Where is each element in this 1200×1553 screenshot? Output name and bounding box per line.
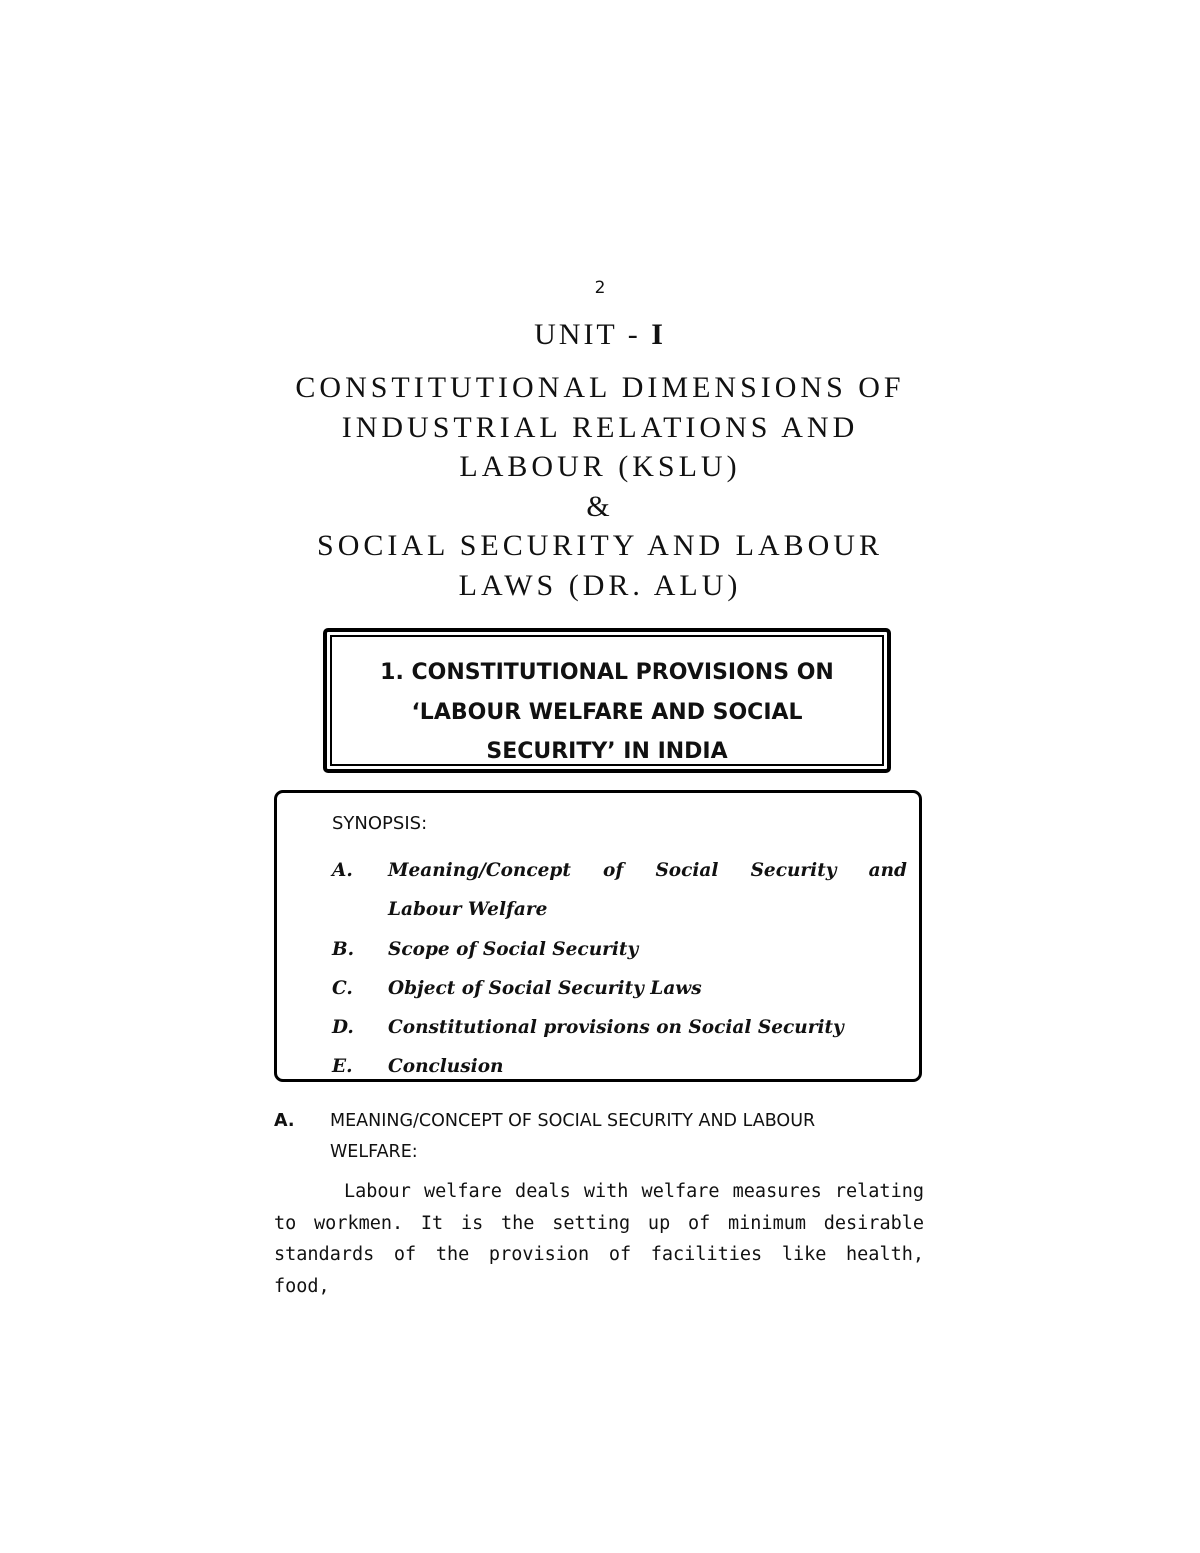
subject-title-line: LAWS (DR. ALU) (458, 568, 742, 602)
synopsis-item-text: Constitutional provisions on Social Security (388, 1017, 844, 1039)
synopsis-item (332, 969, 907, 1008)
chapter-title (330, 635, 884, 766)
section-heading (274, 1106, 924, 1168)
synopsis-item-letter: A. (332, 860, 353, 881)
synopsis-item-letter: B. (332, 938, 355, 960)
subject-title-line: LABOUR (KSLU) (459, 450, 741, 483)
synopsis-box (274, 790, 922, 1082)
chapter-title-line: 1. CONSTITUTIONAL PROVISIONS ON (380, 660, 834, 685)
section-letter: A. (274, 1111, 295, 1131)
synopsis-item-line: Meaning/Concept of Social Security and (388, 860, 907, 881)
synopsis-item-text: Object of Social Security Laws (388, 977, 702, 999)
synopsis-item-letter: D. (332, 1017, 354, 1039)
unit-roman-numeral: I (651, 318, 666, 351)
synopsis-item (332, 1047, 907, 1086)
section-title (330, 1106, 815, 1168)
body-paragraph: Labour welfare deals with welfare measures relating to workmen. It is the setting up of minimum desirable standards of the provision of facilities like health, food, (274, 1181, 924, 1297)
unit-title (0, 318, 1200, 352)
synopsis-item-line: Labour Welfare (388, 899, 548, 921)
chapter-title-box (323, 628, 891, 773)
section-title-line: MEANING/CONCEPT OF SOCIAL SECURITY AND LABOUR (330, 1111, 816, 1131)
page-number: 2 (594, 278, 606, 298)
subject-title-line: CONSTITUTIONAL DIMENSIONS OF (295, 371, 905, 404)
unit-label: UNIT - (534, 318, 652, 351)
subject-title-ampersand: & (586, 489, 614, 523)
section-title-line: WELFARE: (330, 1142, 418, 1162)
chapter-title-line: SECURITY’ IN INDIA (486, 739, 728, 764)
synopsis-item (332, 930, 907, 969)
subject-title-line: INDUSTRIAL RELATIONS AND (341, 410, 859, 444)
synopsis-item-text: Conclusion (388, 1056, 504, 1078)
synopsis-heading: SYNOPSIS: (332, 813, 428, 834)
synopsis-item-text (388, 851, 907, 930)
subject-title (200, 368, 1000, 605)
synopsis-item (332, 1008, 907, 1047)
subject-title-line: SOCIAL SECURITY AND LABOUR (317, 529, 883, 562)
synopsis-item-text: Scope of Social Security (388, 938, 639, 960)
synopsis-item (332, 851, 907, 930)
synopsis-item-letter: E. (332, 1056, 353, 1078)
synopsis-list (332, 851, 907, 1087)
synopsis-item-letter: C. (332, 977, 353, 999)
chapter-title-line: ‘LABOUR WELFARE AND SOCIAL (411, 699, 803, 725)
